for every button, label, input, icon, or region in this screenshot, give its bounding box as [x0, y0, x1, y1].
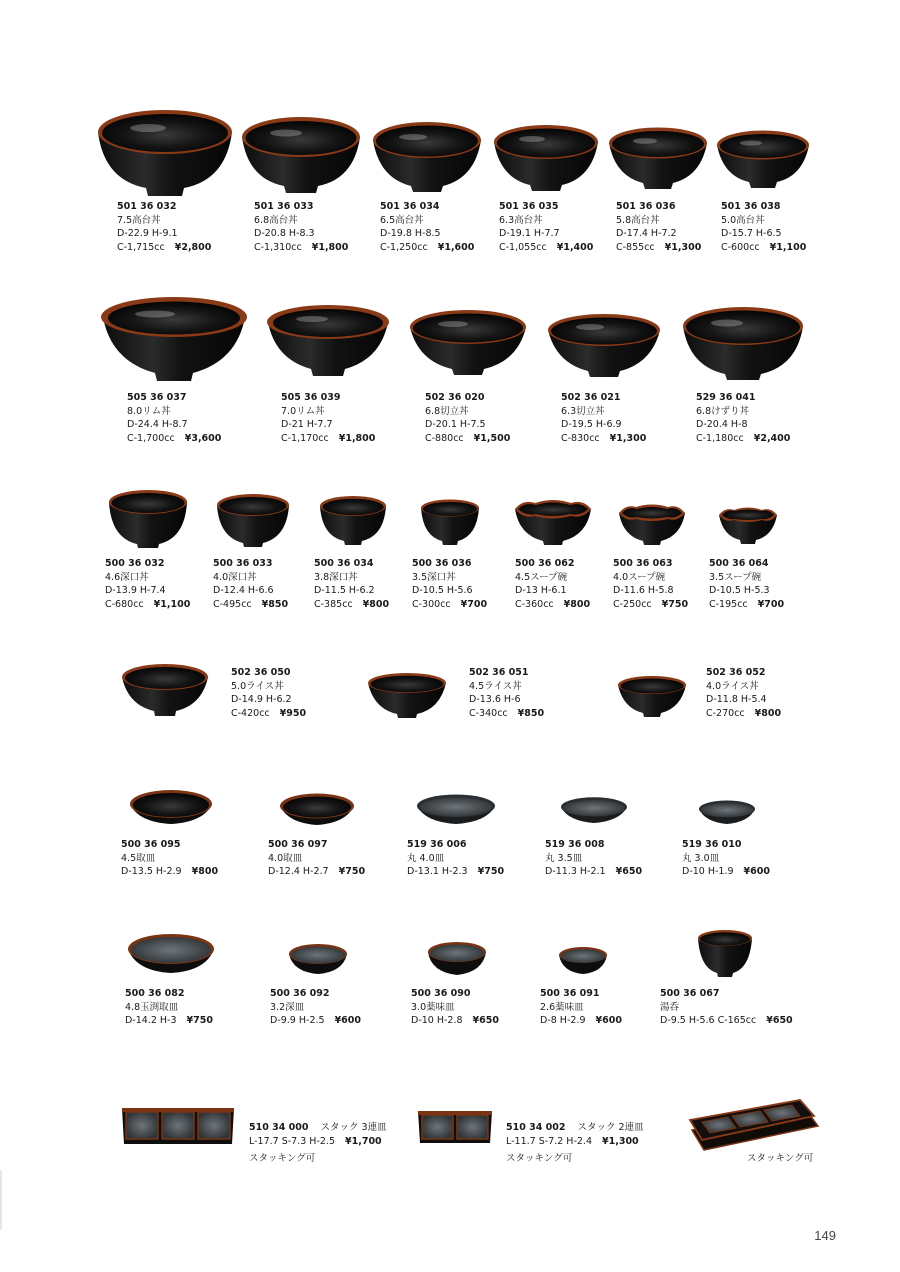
- product-code: 500 36 033: [213, 558, 273, 569]
- plate-image: [557, 945, 609, 977]
- product-price: ¥750: [661, 598, 689, 610]
- product-code: 500 36 091: [540, 988, 600, 999]
- product-code: 500 36 064: [709, 558, 769, 569]
- product-label: [105, 557, 190, 611]
- product-code: 500 36 082: [125, 988, 185, 999]
- product-code: 501 36 034: [380, 201, 440, 212]
- plate-image: [697, 799, 757, 827]
- product-label: [545, 838, 642, 879]
- product-label: [411, 987, 499, 1028]
- product-dims: D-13 H-6.1: [515, 585, 567, 596]
- product-price: ¥1,300: [664, 241, 702, 253]
- product-dims: D-12.4 H-6.6: [213, 585, 274, 596]
- product-name: 3.0薬味皿: [411, 1001, 455, 1013]
- product-label: [127, 391, 221, 445]
- product-code: 501 36 032: [117, 201, 177, 212]
- product-price: ¥1,300: [609, 432, 647, 444]
- product-name: 4.8玉渕取皿: [125, 1001, 179, 1013]
- product-name: 4.5取皿: [121, 852, 156, 864]
- plate-image: [287, 941, 349, 977]
- product-label: [249, 1121, 387, 1166]
- bowl-image: [408, 307, 528, 379]
- bowl-image: [99, 295, 249, 387]
- product-code: 500 36 090: [411, 988, 471, 999]
- double-tray-image: [416, 1107, 494, 1147]
- product-code: 500 36 063: [613, 558, 673, 569]
- product-code: 505 36 037: [127, 392, 187, 403]
- plate-image: [426, 940, 488, 978]
- product-dims: D-11.3 H-2.1: [545, 866, 606, 877]
- product-price: ¥1,400: [556, 241, 594, 253]
- product-price: ¥1,800: [311, 241, 349, 253]
- product-dims: D-17.4 H-7.2: [616, 228, 677, 239]
- teacup-image: [696, 928, 754, 978]
- product-dims: D-9.9 H-2.5: [270, 1015, 325, 1026]
- product-dims: D-11.5 H-6.2: [314, 585, 375, 596]
- bowl-image: [371, 120, 483, 196]
- product-capacity: C-420cc: [231, 707, 270, 719]
- product-code: 502 36 051: [469, 667, 529, 678]
- product-capacity: C-1,700cc: [127, 432, 175, 444]
- product-dims: D-19.1 H-7.7: [499, 228, 560, 239]
- product-code: 500 36 067: [660, 988, 720, 999]
- product-name: 6.3切立丼: [561, 405, 605, 417]
- product-price: ¥2,400: [753, 432, 791, 444]
- product-price: ¥800: [563, 598, 591, 610]
- product-price: ¥650: [766, 1015, 793, 1026]
- product-name: 3.5深口丼: [412, 571, 456, 583]
- bowl-image: [419, 498, 481, 546]
- product-name: 丸 3.0皿: [682, 852, 720, 864]
- bowl-image: [715, 129, 811, 191]
- product-dims: D-10 H-1.9: [682, 866, 734, 877]
- product-code: 505 36 039: [281, 392, 341, 403]
- product-capacity: C-855cc: [616, 241, 655, 253]
- product-dims: D-11.8 H-5.4: [706, 694, 767, 705]
- bowl-image: [318, 494, 388, 546]
- product-code: 502 36 052: [706, 667, 766, 678]
- product-label: [709, 557, 784, 611]
- plate-image: [278, 792, 356, 828]
- product-dims: D-20.4 H-8: [696, 419, 748, 430]
- product-dims: D-21 H-7.7: [281, 419, 333, 430]
- product-label: [561, 391, 646, 445]
- product-label: [314, 557, 389, 611]
- product-capacity: C-1,055cc: [499, 241, 547, 253]
- product-dims: D-9.5 H-5.6 C-165cc: [660, 1015, 757, 1026]
- stacking-note: スタッキング可: [747, 1153, 814, 1164]
- stacked-trays-image: [688, 1092, 820, 1158]
- product-capacity: C-880cc: [425, 432, 464, 444]
- bowl-image: [617, 502, 687, 546]
- product-label: [254, 200, 348, 254]
- bowl-image: [717, 505, 779, 545]
- product-name: 4.6深口丼: [105, 571, 149, 583]
- product-code: 501 36 036: [616, 201, 676, 212]
- product-name: 6.8けずり丼: [696, 405, 750, 417]
- product-label: [268, 838, 365, 879]
- product-dims: D-14.9 H-6.2: [231, 694, 292, 705]
- product-price: ¥600: [334, 1015, 362, 1026]
- product-label: [125, 987, 213, 1028]
- product-capacity: C-1,310cc: [254, 241, 302, 253]
- product-label: [613, 557, 688, 611]
- product-capacity: C-1,715cc: [117, 241, 165, 253]
- product-price: ¥750: [338, 866, 366, 877]
- product-name: 7.5高台丼: [117, 214, 161, 226]
- product-price: ¥800: [362, 598, 390, 610]
- product-capacity: C-830cc: [561, 432, 600, 444]
- product-dims: D-19.5 H-6.9: [561, 419, 622, 430]
- product-capacity: C-680cc: [105, 598, 144, 610]
- bowl-image: [96, 108, 234, 200]
- plate-image: [415, 793, 497, 827]
- plate-image: [126, 931, 216, 977]
- product-price: ¥800: [191, 866, 219, 877]
- product-name: 4.0取皿: [268, 852, 303, 864]
- product-price: ¥650: [615, 866, 643, 877]
- product-capacity: C-270cc: [706, 707, 745, 719]
- product-dims: D-13.5 H-2.9: [121, 866, 182, 877]
- product-label: [660, 987, 793, 1028]
- product-label: [380, 200, 474, 254]
- bowl-image: [107, 488, 189, 550]
- product-label: [506, 1121, 644, 1166]
- product-name: 6.5高台丼: [380, 214, 424, 226]
- product-dims: D-10 H-2.8: [411, 1015, 463, 1026]
- product-code: 502 36 020: [425, 392, 485, 403]
- product-dims: D-22.9 H-9.1: [117, 228, 178, 239]
- product-dims: D-20.8 H-8.3: [254, 228, 315, 239]
- product-name: 3.5スープ碗: [709, 571, 762, 583]
- product-name: 8.0リム丼: [127, 405, 171, 417]
- bowl-image: [513, 497, 593, 547]
- product-price: ¥650: [472, 1015, 499, 1026]
- product-name: 4.5ライス丼: [469, 680, 522, 692]
- product-price: ¥3,600: [184, 432, 222, 444]
- product-capacity: C-250cc: [613, 598, 652, 610]
- product-capacity: C-385cc: [314, 598, 353, 610]
- product-dims: D-13.9 H-7.4: [105, 585, 166, 596]
- product-code: 501 36 035: [499, 201, 559, 212]
- product-name: 6.8高台丼: [254, 214, 298, 226]
- product-label: [469, 666, 544, 720]
- product-label: [270, 987, 361, 1028]
- product-price: ¥2,800: [174, 241, 212, 253]
- bowl-image: [120, 661, 210, 717]
- product-dims: D-13.6 H-6: [469, 694, 521, 705]
- product-price: ¥750: [186, 1015, 213, 1026]
- product-label: [721, 200, 806, 254]
- product-dims: D-10.5 H-5.3: [709, 585, 770, 596]
- product-dims: D-19.8 H-8.5: [380, 228, 441, 239]
- product-name: スタック 3連皿: [320, 1122, 387, 1133]
- plate-image: [128, 788, 214, 828]
- product-code: 500 36 097: [268, 839, 328, 850]
- product-name: 5.8高台丼: [616, 214, 660, 226]
- triple-tray-image: [120, 1104, 236, 1148]
- product-code: 519 36 008: [545, 839, 605, 850]
- stacking-note: スタッキング可: [249, 1153, 316, 1164]
- plate-image: [559, 796, 629, 826]
- product-name: スタック 2連皿: [577, 1122, 644, 1133]
- product-dims: L-17.7 S-7.3 H-2.5: [249, 1135, 335, 1147]
- product-dims: D-20.1 H-7.5: [425, 419, 486, 430]
- product-code: 510 34 002: [506, 1122, 566, 1133]
- product-dims: D-10.5 H-5.6: [412, 585, 473, 596]
- product-label: [121, 838, 218, 879]
- product-dims: D-12.4 H-2.7: [268, 866, 329, 877]
- product-code: 500 36 062: [515, 558, 575, 569]
- product-price: ¥800: [754, 707, 782, 719]
- product-name: 4.0深口丼: [213, 571, 257, 583]
- bowl-image: [240, 115, 362, 197]
- product-price: ¥700: [757, 598, 785, 610]
- product-dims: D-24.4 H-8.7: [127, 419, 188, 430]
- stacking-note: スタッキング可: [506, 1153, 573, 1164]
- page-number: 149: [814, 1228, 836, 1243]
- product-label: [281, 391, 375, 445]
- product-price: ¥950: [279, 707, 307, 719]
- product-dims: D-14.2 H-3: [125, 1015, 177, 1026]
- product-name: 2.6薬味皿: [540, 1001, 584, 1013]
- product-name: 4.0スープ碗: [613, 571, 666, 583]
- product-price: ¥1,600: [437, 241, 475, 253]
- product-label: [117, 200, 211, 254]
- product-capacity: C-1,250cc: [380, 241, 428, 253]
- product-price: ¥1,100: [769, 241, 807, 253]
- product-name: 6.3高台丼: [499, 214, 543, 226]
- bowl-image: [616, 674, 688, 718]
- bowl-image: [681, 304, 805, 382]
- product-label: [540, 987, 622, 1028]
- bowl-image: [607, 126, 709, 192]
- product-price: ¥600: [595, 1015, 622, 1026]
- product-price: ¥1,800: [338, 432, 376, 444]
- product-code: 502 36 021: [561, 392, 621, 403]
- product-code: 501 36 033: [254, 201, 314, 212]
- bowl-image: [366, 671, 448, 719]
- product-dims: D-8 H-2.9: [540, 1015, 586, 1026]
- product-code: 519 36 010: [682, 839, 742, 850]
- product-code: 500 36 032: [105, 558, 165, 569]
- product-price: ¥600: [743, 866, 770, 877]
- product-label: [231, 666, 306, 720]
- product-price: ¥1,500: [473, 432, 511, 444]
- product-label: [425, 391, 510, 445]
- bowl-image: [546, 311, 662, 381]
- product-code: 500 36 095: [121, 839, 181, 850]
- product-code: 500 36 036: [412, 558, 472, 569]
- product-label: [616, 200, 701, 254]
- bowl-image: [215, 492, 291, 548]
- product-name: 3.8深口丼: [314, 571, 358, 583]
- product-code: 529 36 041: [696, 392, 756, 403]
- product-capacity: C-195cc: [709, 598, 748, 610]
- product-name: 4.0ライス丼: [706, 680, 759, 692]
- product-name: 湯呑: [660, 1001, 680, 1013]
- product-price: ¥1,300: [602, 1135, 639, 1147]
- product-name: 7.0リム丼: [281, 405, 325, 417]
- product-dims: D-13.1 H-2.3: [407, 866, 468, 877]
- product-label: [696, 391, 790, 445]
- product-name: 丸 3.5皿: [545, 852, 583, 864]
- product-label: [682, 838, 770, 879]
- product-dims: L-11.7 S-7.2 H-2.4: [506, 1135, 592, 1147]
- product-name: 5.0高台丼: [721, 214, 765, 226]
- product-capacity: C-495cc: [213, 598, 252, 610]
- product-capacity: C-600cc: [721, 241, 760, 253]
- product-price: ¥750: [477, 866, 505, 877]
- product-capacity: C-300cc: [412, 598, 451, 610]
- product-code: 500 36 092: [270, 988, 330, 999]
- product-name: 丸 4.0皿: [407, 852, 445, 864]
- product-label: [515, 557, 590, 611]
- product-price: ¥1,100: [153, 598, 191, 610]
- product-code: 510 34 000: [249, 1122, 309, 1133]
- product-price: ¥850: [261, 598, 289, 610]
- product-label: [412, 557, 487, 611]
- product-label: [499, 200, 593, 254]
- bowl-image: [492, 123, 600, 195]
- product-price: ¥1,700: [345, 1135, 382, 1147]
- page-edge-mark: [0, 1170, 2, 1230]
- bowl-image: [265, 303, 391, 381]
- product-code: 502 36 050: [231, 667, 291, 678]
- product-capacity: C-340cc: [469, 707, 508, 719]
- product-price: ¥700: [460, 598, 488, 610]
- product-code: 519 36 006: [407, 839, 467, 850]
- product-capacity: C-1,170cc: [281, 432, 329, 444]
- product-name: 4.5スープ碗: [515, 571, 568, 583]
- product-name: 6.8切立丼: [425, 405, 469, 417]
- product-label: [706, 666, 781, 720]
- product-name: 5.0ライス丼: [231, 680, 284, 692]
- product-dims: D-15.7 H-6.5: [721, 228, 782, 239]
- product-capacity: C-360cc: [515, 598, 554, 610]
- product-label: [213, 557, 288, 611]
- product-label: [407, 838, 504, 879]
- product-dims: D-11.6 H-5.8: [613, 585, 674, 596]
- product-code: 501 36 038: [721, 201, 781, 212]
- product-price: ¥850: [517, 707, 545, 719]
- product-name: 3.2深皿: [270, 1001, 305, 1013]
- product-code: 500 36 034: [314, 558, 374, 569]
- product-capacity: C-1,180cc: [696, 432, 744, 444]
